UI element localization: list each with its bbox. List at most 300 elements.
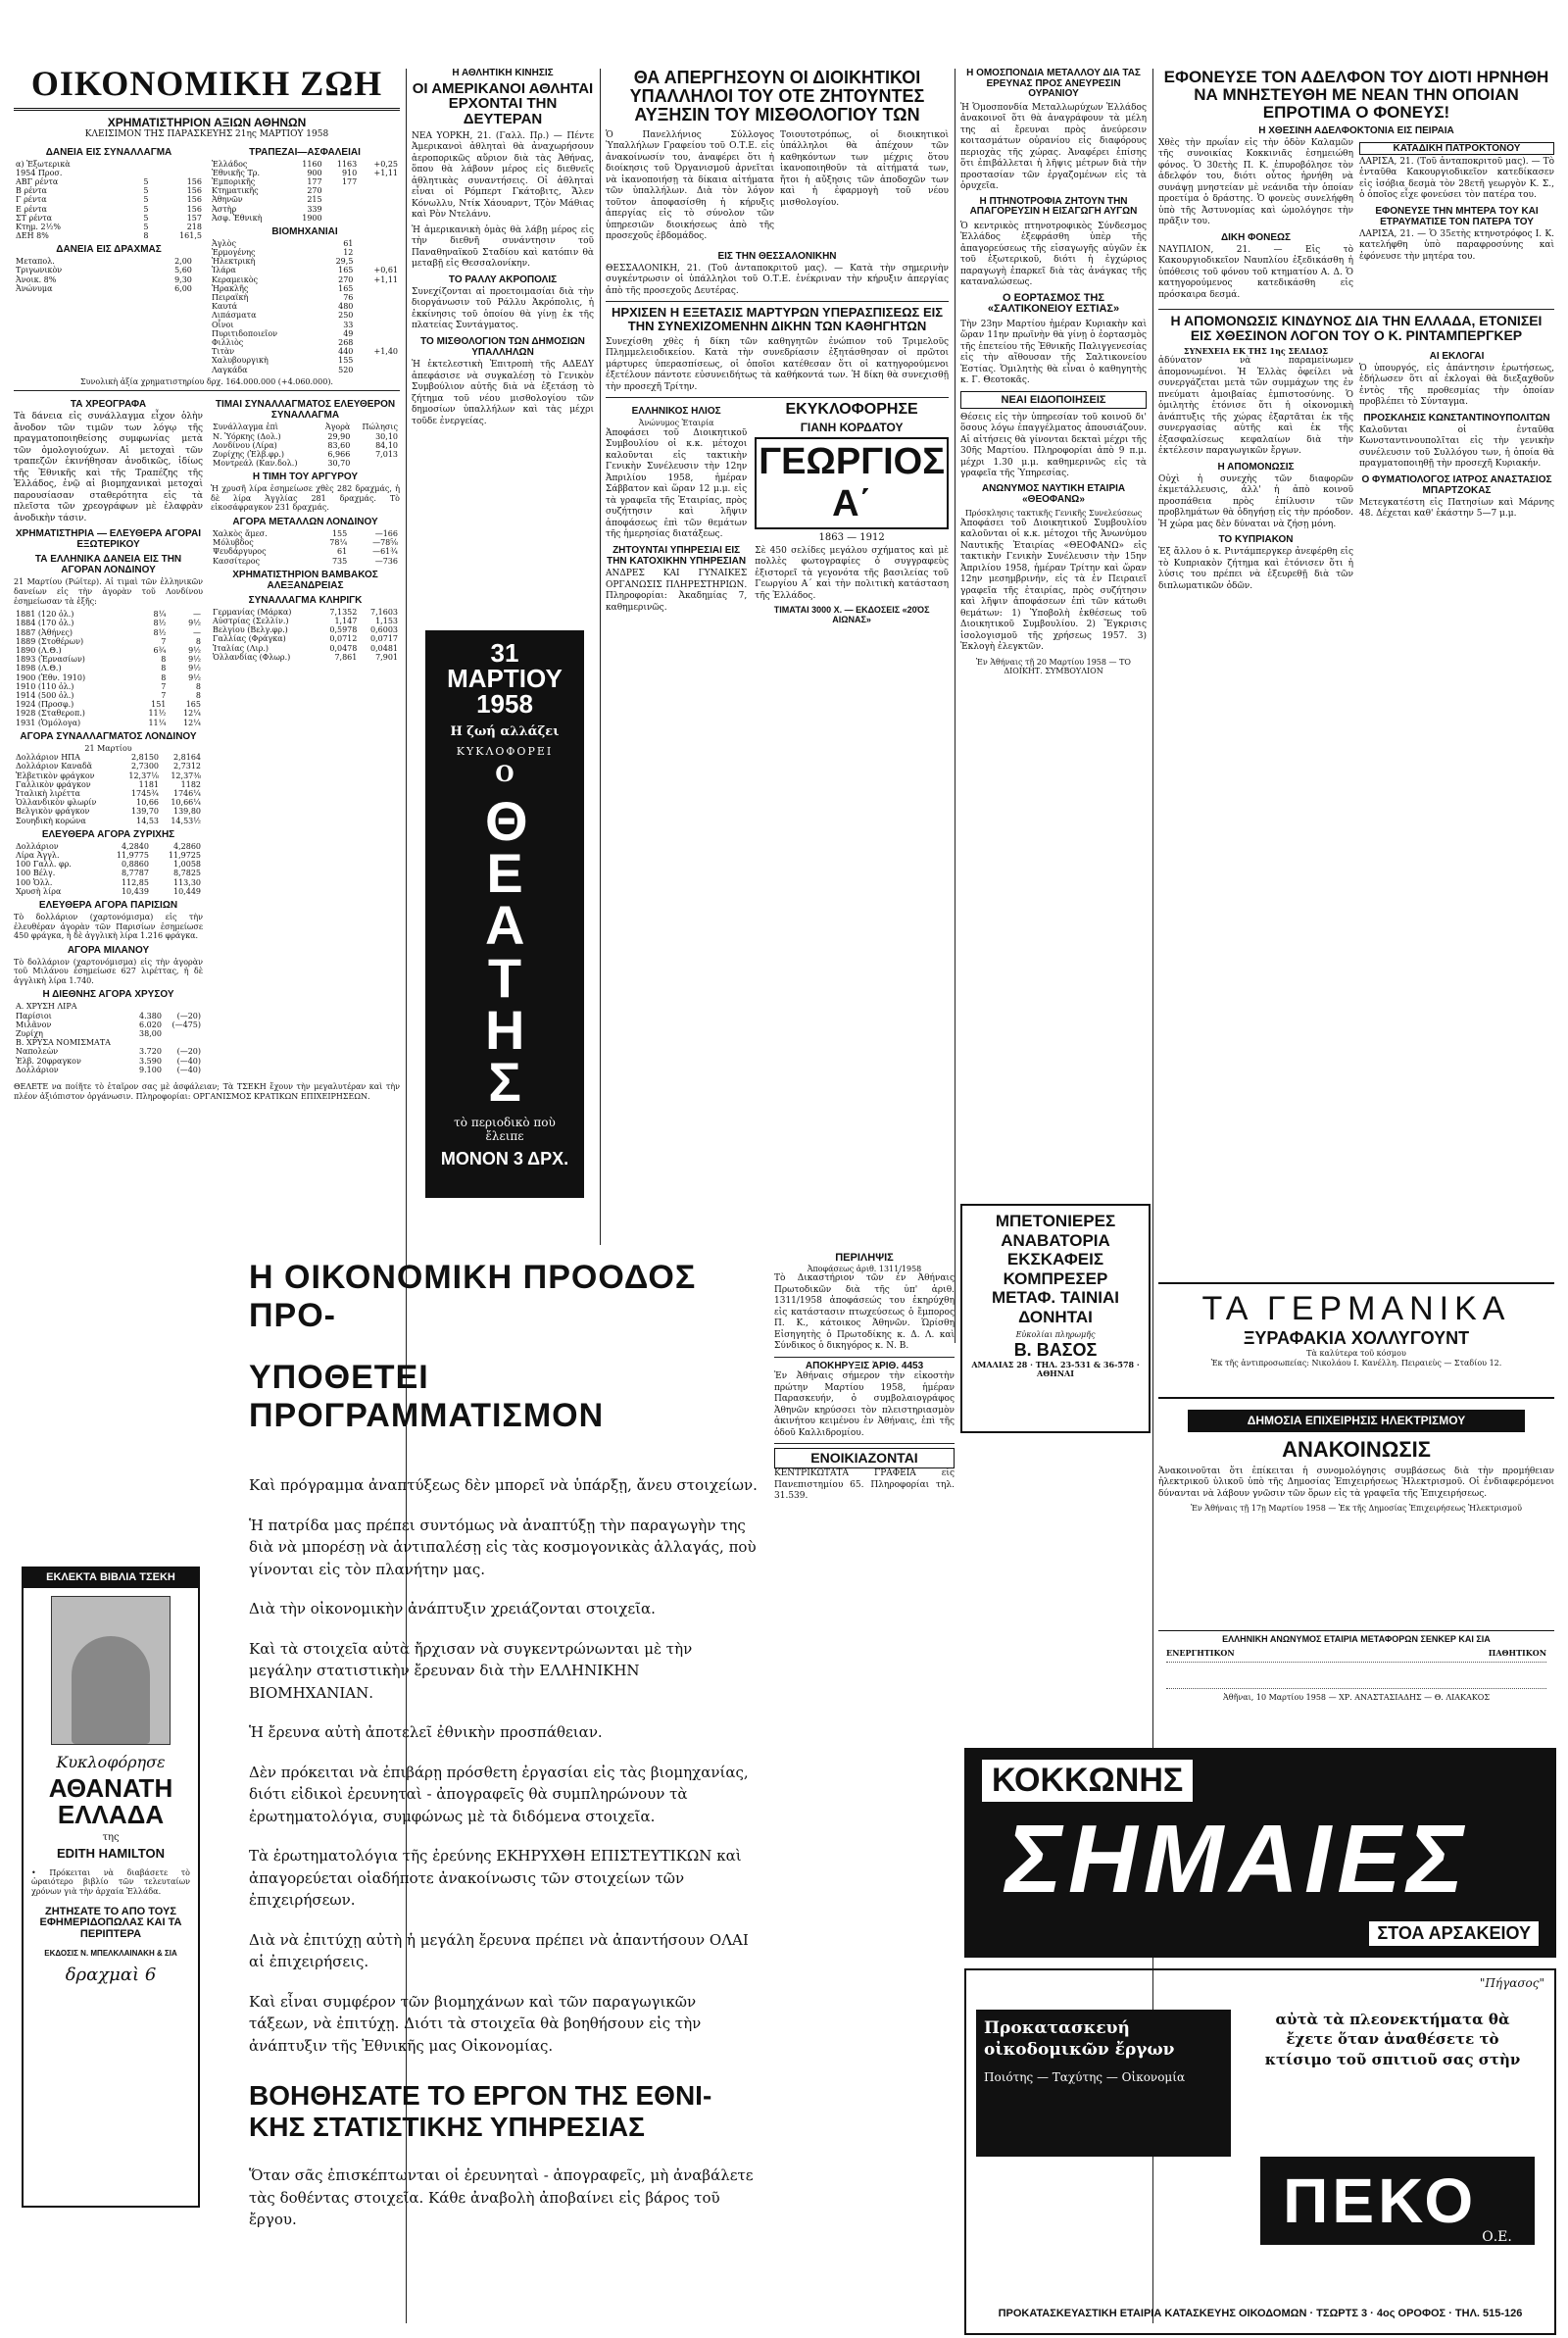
banks-table [210,160,400,223]
row-value: 8 [195,636,201,646]
table-row [14,762,203,771]
row-value: 157 [186,213,202,223]
row-label: 1887 (Ἀθήνες) [16,627,74,637]
row-value: 12¼ [183,709,201,719]
drachma-loans-table [14,257,204,293]
row-value: 2,7300 [131,762,160,771]
book-ad-title: ΑΘΑΝΑΤΗ ΕΛΛΑΔΑ [48,1772,173,1829]
thess-heading: ΕΙΣ ΤΗΝ ΘΕΣΣΑΛΟΝΙΚΗΝ [717,250,837,262]
table-row [14,789,203,798]
schenker-cols [1158,1648,1554,1658]
row-value [164,1038,203,1047]
economy-p2: Ἡ πατρίδα μας πρέπει συντόμως νὰ ἀναπτύξῃ τὴν παραγωγὴν της διὰ νὰ μπορέσῃ νὰ ἀντιπαλέσῃ εἰς τὰς κοσμογονικὰς ἀλλαγάς, ποὺ γίνονται εἰς τὸν πλανήτην μας. [249,1516,757,1578]
theatis-date: 31 ΜΑΡΤΙΟΥ 1958 [447,638,563,719]
bvasos-addr: ΑΜΑΛΙΑΣ 28 · ΤΗΛ. 23-531 & 36-578 · ΑΘΗΝΑΙ [971,1359,1140,1379]
row-value [355,284,400,293]
doctor-text: Μετεγκατέστη εἰς Πατησίων καὶ Μάρνης 48. Δέχεται καθ' ἑκάστην 5—7 μ.μ. [1359,497,1554,520]
row-value: 5 [143,222,149,231]
row-value: — [193,610,201,620]
row-label: Βελγικὸν φράγκον [16,807,90,817]
row-value: +0,25 [373,159,398,169]
row-value: 61 [337,547,348,557]
row-label: Κτηματικῆς [212,186,259,196]
isolation-sub: ΣΥΝΕΧΕΙΑ ΕΚ ΤΗΣ 1ης ΣΕΛΙΔΟΣ [1183,345,1329,356]
economy-cta-text: Ὅταν σᾶς ἐπισκέπτωνται οἱ ἐρευνηταὶ - ἀπογραφεῖς, μὴ ἀναβάλετε τὰς δοθέντας στοιχεῖα. Κάθε ἀναβολὴ ἀποβαίνει εἰς βάρος τοῦ ἔργου. [249,2166,754,2228]
row-label: ΔΕΗ 8% [16,231,49,241]
periling-heading: ΠΕΡΙΛΗΨΙΣ [835,1253,894,1264]
book-ad-portrait [51,1596,171,1745]
payroll-text: Ἡ ἐκτελεστικὴ Ἐπιτροπὴ τῆς ΑΔΕΔΥ ἀπεφάσισε νὰ συγκαλέσῃ τὸ Γενικὸν Συμβούλιον αὐτῆς διὰ νὰ ἐξετάσῃ τὸ ζήτημα τοῦ νέου μισθολογίου τῶν δημοσίων ὑπαλλήλων καὶ τὰς μέχρι τοῦδε ἐνεργείας. [412,360,594,426]
power-box: ΔΗΜΟΣΙΑ ΕΠΙΧΕΙΡΗΣΙΣ ΗΛΕΚΤΡΙΣΜΟΥ [1188,1410,1525,1432]
table-row [14,771,203,780]
row-value: 215 [307,195,322,205]
table-row [210,311,400,320]
apomon-heading: Η ΑΠΟΜΟΝΩΣΙΣ [1217,461,1295,473]
row-value: 0,0478 [329,643,358,653]
metal-body: Ἡ Ὁμοσπονδία Μεταλλωρύχων Ἑλλάδος ἀνακοινοῖ ὅτι θὰ ἀναγράφουν τὰ μέλη της αἱ ἔρευναι πρὸς ἀνεύρεσιν κοιτασμάτων οὐρανίου εἰς διαφόρους περιοχὰς τῆς χώρας. Ἀναφέρει ἐπίσης ὅτι ἐπιβάλλεται ἡ λῆψις μέτρων διὰ τὴν προστασίαν τῶν ἐργαζομένων εἰς τὰ ὀρυχεῖα. [960,102,1147,192]
row-value: 5 [143,213,149,223]
row-label: Ὁλλανδικὸν φλωρίν [16,798,97,808]
razor-brand: ΞΥΡΑΦΑΚΙΑ ΧΟΛΛΥΓΟΥΝΤ [1243,1328,1470,1348]
elections-heading: ΑΙ ΕΚΛΟΓΑΙ [1429,350,1485,362]
razor-heading: ΤΑ ΓΕΡΜΑΝΙΚΑ [1201,1290,1511,1327]
row-label: 1890 (Λ.Θ.) [16,646,62,655]
table-row [14,186,204,195]
row-label: Βελγίου (Βελγ.φρ.) [213,625,288,635]
power-sign: Ἐν Ἀθήναις τῇ 17ῃ Μαρτίου 1958 — Ἐκ τῆς Δημοσίας Ἐπιχειρήσεως Ἠλεκτρισμοῦ [1191,1504,1522,1514]
row-value [355,321,400,329]
zurich-heading: ΕΛΕΥΘΕΡΑ ΑΓΟΡΑ ΖΥΡΙΧΗΣ [41,828,175,840]
row-value: 4,2840 [121,841,149,851]
table-row [14,869,203,877]
flags-brand: ΚΟΚΚΩΝΗΣ [982,1760,1193,1802]
peko-addr: ΠΡΟΚΑΤΑΣΚΕΥΑΣΤΙΚΗ ΕΤΑΙΡΙΑ ΚΑΤΑΣΚΕΥΗΣ ΟΙΚΟΔΟΜΩΝ · ΤΣΩΡΤΣ 3 · 4ος ΟΡΟΦΟΣ · ΤΗΛ. 515-126 [998,2308,1523,2319]
flags-place: ΣΤΟΑ ΑΡΣΑΚΕΙΟΥ [1369,1921,1539,1946]
row-value [132,1002,164,1011]
row-value: 12,37⅜ [171,771,201,780]
row-value: 0,5978 [329,625,358,635]
table-row [14,169,204,177]
row-label: Ψευδάργυρος [213,547,267,557]
row-label: Ἀνώνυμα [16,283,53,293]
peko-sub: Ο.Ε. [1482,2229,1512,2245]
razor-text: Ἐκ τῆς ἀντιπροσωπείας: Νικολάου Ι. Κανέλλη. Πειραιεὺς — Σταδίου 12. [1210,1358,1502,1368]
row-value: 8,7787 [121,869,149,878]
row-label: Ἰλάρα [212,266,236,275]
row-value: 165 [185,700,201,710]
peko-left-panel [976,2010,1231,2157]
loans-table [14,160,204,241]
table-row [210,284,400,293]
row-value [359,177,400,186]
row-label: Συνάλλαγμα ἐπὶ [213,423,278,432]
table-row [14,646,203,655]
gold-date: 21 Μαρτίου [84,743,132,753]
row-label: Τιτὰν [212,347,235,357]
rent-heading: ΕΝΟΙΚΙΑΖΟΝΤΑΙ [774,1448,955,1468]
row-label: Ἑρμογένης [212,248,256,258]
row-value: 735 [331,556,348,566]
peko-tag: "Πήγασος" [1479,1976,1544,1990]
table-row [14,700,203,709]
row-label: 1900 (Ἐθν. 1910) [16,672,86,682]
row-value: 177 [307,176,322,186]
theatis-sub1: Η ζωή αλλάζει [450,724,560,739]
economy-p8: Διὰ νὰ ἐπιτύχῃ αὐτὴ ἡ μεγάλη ἔρευνα πρέπει νὰ ἀπαντήσουν ΟΛΑΙ αἱ ἐπιχειρήσεις. [249,1930,749,1970]
table-row [14,637,203,646]
row-value: 112,85 [121,877,149,887]
bvasos-line: ΚΟΜΠΡΕΣΕΡ [1003,1268,1108,1288]
row-value: 8½ [153,627,167,637]
table-row [14,807,203,816]
murder-headline: ΕΦΟΝΕΥΣΕ ΤΟΝ ΑΔΕΛΦΟΝ ΤΟΥ ΔΙΟΤΙ ΗΡΝΗΘΗ ΝΑ ΜΝΗΣΤΕΥΘΗ ΜΕ ΝΕΑΝ ΤΗΝ ΟΠΟΙΑΝ ΕΠΡΟΤΙΜΑ Ο ΦΟΝΕΥΣ! [1163,69,1549,122]
metals-heading: ΑΓΟΡΑ ΜΕΤΑΛΛΩΝ ΛΟΝΔΙΝΟΥ [232,517,378,528]
row-label: Πειραϊκὴ [212,293,249,303]
table-row [14,266,204,274]
row-value: 0,0481 [370,643,398,653]
row-value: 5 [143,204,149,214]
row-label: Ἡρακλῆς [212,283,249,293]
invite-heading: ΠΡΟΣΚΛΗΣΙΣ ΚΩΝΣΤΑΝΤΙΝΟΥΠΟΛΙΤΩΝ [1363,412,1550,423]
row-value: 8 [195,681,201,691]
table-row [211,529,400,538]
canned-heading: ΣΥΝΑΛΛΑΓΜΑ ΚΛΗΡΙΓΚ [248,594,363,606]
row-label: Γ ρέντα [16,195,47,205]
row-value: 165 [338,266,354,275]
row-value: 5 [143,195,149,205]
flags-ad [964,1748,1556,1958]
row-label: Κασσίτερος [213,556,261,566]
razor-sub: Τὰ καλύτερα τοῦ κόσμου [1306,1349,1406,1358]
row-value [359,205,400,214]
row-value: 8 [161,672,167,682]
row-value: 76 [343,293,354,303]
column-crime [1158,69,1554,1274]
row-value: —166 [374,529,398,539]
economy-headline-1: Η ΟΙΚΟΝΟΜΙΚΗ ΠΡΟΟΔΟΣ ΠΡΟ- [249,1259,697,1334]
row-label: Β ρέντα [16,186,47,196]
paris-text: Τὸ δολλάριον (χαρτονόμισμα) εἰς τὴν ἐλευθέραν ἀγορὰν τῶν Παρισίων ἐσημείωσε 450 φράγκα, ἡ δὲ ἀγγλικὴ λίρα 1.216 φράγκα. [14,912,203,941]
row-value [132,160,150,169]
row-value [355,338,400,347]
row-label: Ὁλλανδίας (Φλωρ.) [213,652,291,662]
table-row [14,1029,203,1038]
row-label: Ἠλεκτρικὴ [212,257,256,267]
row-label: Δολλάριον [16,1065,59,1074]
row-label: Χαλκὸς ἄμεσ. [213,529,268,539]
doctor-heading: Ο ΦΥΜΑΤΙΟΛΟΓΟΣ ΙΑΤΡΟΣ ΑΝΑΣΤΑΣΙΟΣ ΜΠΑΡΤΖΟΚΑΣ [1361,473,1552,496]
row-value [355,311,400,320]
paris-heading: ΕΛΕΥΘΕΡΑ ΑΓΟΡΑ ΠΑΡΙΣΙΩΝ [38,899,178,911]
bvasos-sub: Εὐκολίαι πληρωμῆς [1015,1330,1096,1340]
table-row [210,205,400,214]
row-value: (—475) [172,1020,201,1029]
ship-sub: Πρόσκλησις τακτικῆς Γενικῆς Συνελεύσεως [964,509,1143,518]
row-value: 1900 [302,213,322,223]
row-value: 12,37⅛ [128,771,160,780]
row-label: 1889 (Στοθέρων) [16,636,84,646]
row-label: Ζυρίχης (Ἑλβ.φρ.) [213,449,284,459]
schenker-box: ΕΛΛΗΝΙΚΗ ΑΝΩΝΥΜΟΣ ΕΤΑΙΡΙΑ ΜΕΤΑΦΟΡΩΝ ΣΕΝΚΕΡ ΚΑΙ ΣΙΑ [1222,1634,1491,1644]
table-row [211,547,400,556]
row-value: —78⅝ [372,538,398,548]
row-value [164,1002,203,1011]
snake-text: ΛΑΡΙΣΑ, 21. — Ὁ 35ετὴς κτηνοτρόφος Ι. Κ. κατελήφθη ὑπὸ παραφροσύνης καὶ ἐφόνευσε τὴν μητέρα του. [1359,228,1554,262]
row-value: — [193,627,201,637]
bvasos-line: ΜΕΤΑΦ. ΤΑΙΝΙΑΙ [992,1288,1119,1308]
fx-heading: ΤΙΜΑΙ ΣΥΝΑΛΛΑΓΜΑΤΟΣ ΕΛΕΥΘΕΡΟΝ ΣΥΝΑΛΛΑΓΜΑ [215,399,396,422]
economy-p1: Καὶ πρόγραμμα ἀναπτύξεως δὲν μπορεῖ νὰ ὑπάρξῃ, ἄνευ στοιχείων. [249,1476,758,1494]
peko-left1: Προκατασκευή οἰκοδομικῶν ἔργων [984,2018,1175,2061]
row-value: 11,9725 [168,850,201,860]
row-value: 156 [186,204,202,214]
book-ad-price: δραχμαὶ 6 [65,1964,157,1985]
kordatos-text: Σὲ 450 σελίδες μεγάλου σχήματος καὶ μὲ πολλὲς φωτογραφίες ὁ συγγραφεὺς ἐξιστορεῖ τὰ γεγονότα τῆς βασιλείας τοῦ Γεωργίου Α΄ καὶ τὴν πολιτικὴ κατάσταση τῆς Ἑλλάδος. [755,545,949,601]
table-row [14,664,203,672]
murder-text: Χθὲς τὴν πρωΐαν εἰς τὴν ὁδὸν Καλαμῶν τῆς συνοικίας Κοκκινιᾶς ἐσημειώθη φόνος. Ὁ 30ετὴς Π. Κ. ἐπυροβόλησε τὸν ἀδελφόν του, διότι οὗτος ἠρνήθη νὰ συνάψῃ μνηστείαν μὲ νεάνιδα τὴν ὁποίαν προετίμα ὁ δράστης. Ὁ φονεὺς συνελήφθη ὑπὸ τῆς Ἀστυνομίας καὶ ὡμολόγησε τὴν πρᾶξιν του. [1158,137,1353,227]
isolation-body [1158,347,1554,597]
table-row [210,293,400,302]
row-value: 10,66¼ [171,798,201,808]
row-value: 49 [343,328,354,338]
table-row [211,644,400,653]
row-value [355,329,400,338]
milan-heading: ΑΓΟΡΑ ΜΙΛΑΝΟΥ [67,944,150,956]
table-row [211,625,400,634]
sports-body1: ΝΕΑ ΥΟΡΚΗ, 21. (Γαλλ. Πρ.) — Πέντε Ἀμερικανοὶ ἀθληταὶ θὰ ἀναχωρήσουν ἀεροπορικῶς αὔριον διὰ τὰς Ἀθήνας, ὅπου θὰ λάβουν μέρος εἰς διεθνεῖς ἀθλητικὰς συναντήσεις. Οἱ ἀθληταὶ εἶναι οἱ Ρόμπερτ Γκάτοβιτς, Ἄλεν Κόνωλλυ, Ντίκ Χάουαρντ, Τζὸν Μάθιας καὶ Ρὸν Ντελάνυ. [412,130,594,221]
ote-headline: ΘΑ ΑΠΕΡΓΗΣΟΥΝ ΟΙ ΔΙΟΙΚΗΤΙΚΟΙ ΥΠΑΛΛΗΛΟΙ ΤΟΥ ΟΤΕ ΖΗΤΟΥΝΤΕΣ ΑΥΞΗΣΙΝ ΤΟΥ ΜΙΣΘΟΛΟΓΙΟΥ ΤΩΝ [629,69,925,124]
row-label: Β. ΧΡΥΣΑ ΝΟΜΙΣΜΑΤΑ [16,1038,111,1048]
row-value: 218 [186,222,202,231]
table-row [211,423,400,431]
drachma-loans-heading: ΔΑΝΕΙΑ ΕΙΣ ΔΡΑΧΜΑΣ [56,244,162,256]
row-label: 1931 (Ὁμόλογα) [16,718,81,727]
row-value: 2,8150 [131,753,160,763]
col3-lower [606,402,949,624]
table-row [210,266,400,274]
row-label: 1954 Προσ. [16,168,63,177]
bvasos-ad [960,1204,1151,1433]
kordatos-title: ΓΕΩΡΓΙΟΣ Α΄ [755,437,949,529]
table-row [14,1002,203,1011]
row-value: 7,861 [334,652,358,662]
economy-p6: Δὲν πρόκειται νὰ ἐπιβάρῃ πρόσθετη ἐργασίαι εἰς τὰς βιομηχανίας, διότι εἰδικοὶ ἐρευνηταὶ - ἀπογραφεῖς θὰ συμπληρώνουν τὰ ἐρωτηματολόγια, συμφώνως μὲ τὰ διδόμενα στοιχεῖα. [249,1763,749,1825]
jobs-text: ΑΝΔΡΕΣ ΚΑΙ ΓΥΝΑΙΚΕΣ ΟΡΓΑΝΩΣΙΣ ΠΛΗΡΕΣΤΗΡΙΩΝ. Πληροφορίαι: Ἀκαδημίας 7, καθημερινῶς. [606,568,748,613]
row-value: 0,0712 [329,634,358,644]
trial2-text: ΝΑΥΠΛΙΟΝ, 21. — Εἰς τὸ Κακουργιοδικεῖον Ναυπλίου ἐξεδικάσθη ἡ ὑπόθεσις τοῦ φόνου τοῦ κτηματίου Α. Δ. Ὁ κατηγορούμενος κατεδικάσθη εἰς πρόσκαιρα δεσμά. [1158,244,1353,300]
row-value: 7 [161,636,167,646]
row-value: 11¼ [148,718,167,727]
newspaper-page [14,8,1554,2331]
row-label: Σουηδικὴ κορώνα [16,816,86,825]
row-value [352,459,400,468]
invite-text: Καλοῦνται οἱ ἐνταῦθα Κωνσταντινουπολῖται εἰς τὴν γενικὴν συνέλευσιν τοῦ Συλλόγου των, ἡ ὁποία θὰ πραγματοποιηθῇ τὴν προσεχῆ Κυριακήν. [1359,424,1554,470]
table-row [14,887,203,896]
flags-word: ΣΗΜΑΙΕΣ [1005,1805,1470,1913]
row-value: 250 [338,311,354,321]
table-row [210,177,400,186]
row-value: 6,00 [174,283,192,293]
bond-heading: ΤΑ ΧΡΕΟΓΡΑΦΑ [70,399,147,411]
power-heading: ΑΝΑΚΟΙΝΩΣΙΣ [1282,1436,1431,1462]
row-value: 30,70 [327,459,351,469]
row-value [324,205,360,214]
book-ad-publisher: ΕΚΔΟΣΙΣ Ν. ΜΠΕΛΚΛΑΙΝΑΚΗ & ΣΙΑ [44,1949,177,1959]
row-label: 1898 (Λ.Θ.) [16,664,62,673]
row-value: 270 [338,274,354,284]
table-row [14,619,203,627]
theatis-slogan: τὸ περιοδικὸ ποὺ ἔλειπε [454,1116,556,1144]
row-value: 9½ [188,646,201,655]
row-value: 10,66 [136,798,160,808]
sports-kicker: Η ΑΘΛΗΤΙΚΗ ΚΙΝΗΣΙΣ [452,69,554,78]
row-value [150,169,204,177]
row-label: Ν. Ὑόρκης (Δολ.) [213,431,281,441]
table-row [14,628,203,637]
economy-p4: Καὶ τὰ στοιχεῖα αὐτὰ ἤρχισαν νὰ συγκεντρώνωνται μὲ τὴν μεγάλην στατιστικὴν ἔρευναν διὰ τὴν ΕΛΛΗΝΙΚΗΝ ΒΙΟΜΗΧΑΝΙΑΝ. [249,1639,693,1702]
table-row [14,1038,203,1047]
sports-headline: ΟΙ ΑΜΕΡΙΚΑΝΟΙ ΑΘΛΗΤΑΙ ΕΡΧΟΝΤΑΙ ΤΗΝ ΔΕΥΤΕΡΑΝ [412,79,594,127]
row-value: 1,153 [375,616,398,625]
row-value: 9.100 [139,1065,162,1074]
row-label: Τριγωνικὸν [16,266,63,275]
bvasos-line: ΜΠΕΤΟΝΙΕΡΕΣ [995,1212,1116,1230]
table-row [14,160,204,169]
theatis-sub2: ΚΥΚΛΟΦΟΡΕΙ [456,745,554,758]
row-label: Ἀγλὸς [212,238,236,248]
row-value: 155 [331,529,348,539]
table-row [14,1066,203,1074]
table-row [14,257,204,266]
row-value: 139,70 [131,807,160,817]
row-label: Ἑλλάδος [212,159,248,169]
payroll-heading: ΤΟ ΜΙΣΘΟΛΟΓΙΟΝ ΤΩΝ ΔΗΜΟΣΙΩΝ ΥΠΑΛΛΗΛΩΝ [420,336,585,358]
row-value: 9,30 [174,274,192,284]
row-value: 9½ [188,664,201,673]
table-row [14,709,203,718]
row-value: Πώλησις [362,423,398,432]
row-value: 10,439 [121,886,149,896]
row-value: 8½ [153,619,167,628]
row-value: 165 [338,283,354,293]
gold-table [14,753,203,825]
table-row [14,205,204,214]
row-label: 1910 (110 ὁλ.) [16,681,74,691]
row-value: 7,1603 [370,607,398,617]
free-market-heading: ΧΡΗΜΑΤΙΣΤΗΡΙΑ — ΕΛΕΥΘΕΡΑ ΑΓΟΡΑΙ ΕΞΩΤΕΡΙΚΟΥ [16,528,201,551]
row-value: 440 [338,347,354,357]
table-row [14,655,203,664]
row-value: 1182 [180,779,201,789]
row-value [164,1029,203,1038]
row-label: 1881 (120 ὁλ.) [16,610,74,620]
economy-p9: Καὶ εἶναι συμφέρον τῶν βιομηχάνων καὶ τῶν παραγωγικῶν τάξεων, νὰ ἐπιτύχῃ. Διότι τὰ στοιχεῖα θὰ βοηθήσουν εἰς τὴν ἀνάπτυξιν τῆς Ἐθνικῆς μας Οἰκονομίας. [249,1992,702,2055]
row-value [359,195,400,204]
table-row [211,538,400,547]
lead-heading: ΚΑΤΑΔΙΚΗ ΠΑΤΡΟΚΤΟΝΟΥ [1359,142,1554,155]
row-value: 151 [151,700,167,710]
cyprus-heading: ΤΟ ΚΥΠΡΙΑΚΟΝ [1218,534,1294,546]
london-text: 21 Μαρτίου (Ρώϊτερ). Αἱ τιμαὶ τῶν ἑλληνικῶν δανείων εἰς τὴν ἀγορὰν τοῦ Λονδίνου ἐσημείωσαν τὰ ἑξῆς: [14,577,203,606]
row-value: Ἀγορὰ [324,423,351,432]
table-row [210,302,400,311]
table-row [210,257,400,266]
row-label: Λιπάσματα [212,311,257,321]
snake-heading: ΕΦΟΝΕΥΣΕ ΤΗΝ ΜΗΤΕΡΑ ΤΟΥ ΚΑΙ ΕΤΡΑΥΜΑΤΙΣΕ ΤΟΝ ΠΑΤΕΡΑ ΤΟΥ [1375,205,1539,227]
row-label: ΑΒΓ ρέντα [16,176,59,186]
row-value: 7,013 [375,449,398,459]
razor-ad [1158,1282,1554,1399]
isolation-headline: Η ΑΠΟΜΟΝΩΣΙΣ ΚΙΝΔΥΝΟΣ ΔΙΑ ΤΗΝ ΕΛΛΑΔΑ, ΕΤΟΝΙΣΕΙ ΕΙΣ ΧΘΕΣΙΝΟΝ ΛΟΓΟΝ ΤΟΥ Ο Κ. ΡΙΝΤΑΜΠΕΡΓΚΕΡ [1170,313,1543,343]
row-value: (—20) [176,1047,201,1057]
column-legal [774,1253,955,2331]
row-value: 5,60 [174,266,192,275]
row-value: 11,9775 [116,850,149,860]
row-value: 268 [338,337,354,347]
isolation-text: ἀδύνατον νὰ παραμείνωμεν ἀπομονωμένοι. Ἡ Ἑλλὰς ὀφείλει νὰ συνεργάζεται μετὰ τῶν συμμάχων της ἐν πνεύματι ἀμοιβαίας ἐμπιστοσύνης. Ὁ ὁμιλητὴς ἐτόνισε ὅτι ἡ οἰκονομικὴ ἀνάπτυξις τῆς χώρας ἐξαρτᾶται ἐκ τῆς συνεργασίας αὐτῆς καὶ ἐκ τῆς ἐξασφαλίσεως κεφαλαίων διὰ τὴν ἐκτέλεσιν παραγωγικῶν ἔργων. [1158,356,1353,457]
row-label: Ἀνοικ. 8% [16,274,57,284]
table-row [14,719,203,727]
row-value: 0,8860 [121,860,149,870]
table-row [211,441,400,450]
murder-body [1158,138,1554,306]
row-label: Ἰταλικὴ λιρέττα [16,789,80,799]
row-label: Μόλυβδος [213,538,254,548]
row-value: 14,53½ [171,816,201,825]
turnover-line: Συνολικὴ ἀξία χρηματιστηρίου δρχ. 164.000.000 (+4.060.000). [80,376,333,386]
table-row [14,673,203,682]
trial2-heading: ΔΙΚΗ ΦΟΝΕΩΣ [1220,231,1292,243]
table-row [14,1047,203,1056]
schenker-col-liabilities: ΠΑΘΗΤΙΚΟΝ [1488,1648,1546,1659]
table-row [14,1020,203,1029]
book-ad-top: ΕΚΛΕΚΤΑ ΒΙΒΛΙΑ ΤΣΕΚΗ [24,1568,198,1588]
table-row [210,321,400,329]
table-row [210,160,400,169]
book-ad-by: της [102,1832,120,1844]
row-value: 9½ [188,619,201,628]
table-row [210,329,400,338]
news-box: ΝΕΑΙ ΕΙΔΟΠΟΙΗΣΕΙΣ [960,391,1147,409]
row-value: 1,0058 [173,860,201,870]
table-row [14,878,203,887]
row-value: 11½ [148,709,167,719]
row-value: 1746¼ [172,789,201,799]
row-value: 30,10 [375,431,398,441]
row-value: —61¾ [372,547,398,557]
book-ad-sub: Κυκλοφόρησε [56,1752,166,1771]
table-row [210,248,400,257]
tsekis-note: ΘΕΛΕΤΕ να ποίῆτε τὸ ἐταῖρον σας μὲ ἀσφάλειαν; Τὰ ΤΣΕΚΗ ἔχουν τὴν μεγαλυτέραν καὶ τὴν πλέον ἀξιόπιστον ὀργάνωσιν. Πληροφορίαι: ΟΡΓΑΝΙΣΜΟΣ ΚΡΑΤΙΚΩΝ ΕΠΙΧΕΙΡΗΣΕΩΝ. [14,1081,400,1101]
economy-p7: Τὰ ἐρωτηματολόγια τῆς ἐρεύνης ΕΚΗΡΥΧΘΗ ΕΠΙΣΤΕΥΤΙΚΩΝ καὶ ἀπαγορεύεται οἱαδήποτε ἀνακοίνωσις τῶν στοιχείων τῶν ἐπιχειρήσεων. [249,1847,742,1909]
row-value: 9½ [188,655,201,665]
table-row [210,169,400,177]
row-value: 33 [343,320,354,329]
theatis-price: ΜΟΝΟΝ 3 ΔΡΧ. [440,1149,569,1169]
table-row [210,347,400,356]
table-row [210,186,400,195]
row-label: Αὐστρίας (Σελλίν.) [213,616,289,625]
row-value [132,169,150,177]
row-value: 78¼ [329,538,348,548]
economy-p3: Διὰ τὴν οἰκονομικὴν ἀνάπτυξιν χρειάζονται στοιχεῖα. [249,1600,656,1617]
row-label: Δολλάριον Καναδᾶ [16,762,93,771]
rally-text: Συνεχίζονται αἱ προετοιμασίαι διὰ τὴν διοργάνωσιν τοῦ Ράλλυ Ἀκρόπολις, ἡ ἐκκίνησις τοῦ ὁποίου θὰ γίνῃ ἐκ τῆς πλατείας Συντάγματος. [412,286,594,331]
bvasos-name: Β. ΒΑΣΟΣ [1013,1339,1098,1360]
table-row [14,798,203,807]
row-value [194,257,204,266]
row-label: Δολλάριον [16,841,59,851]
